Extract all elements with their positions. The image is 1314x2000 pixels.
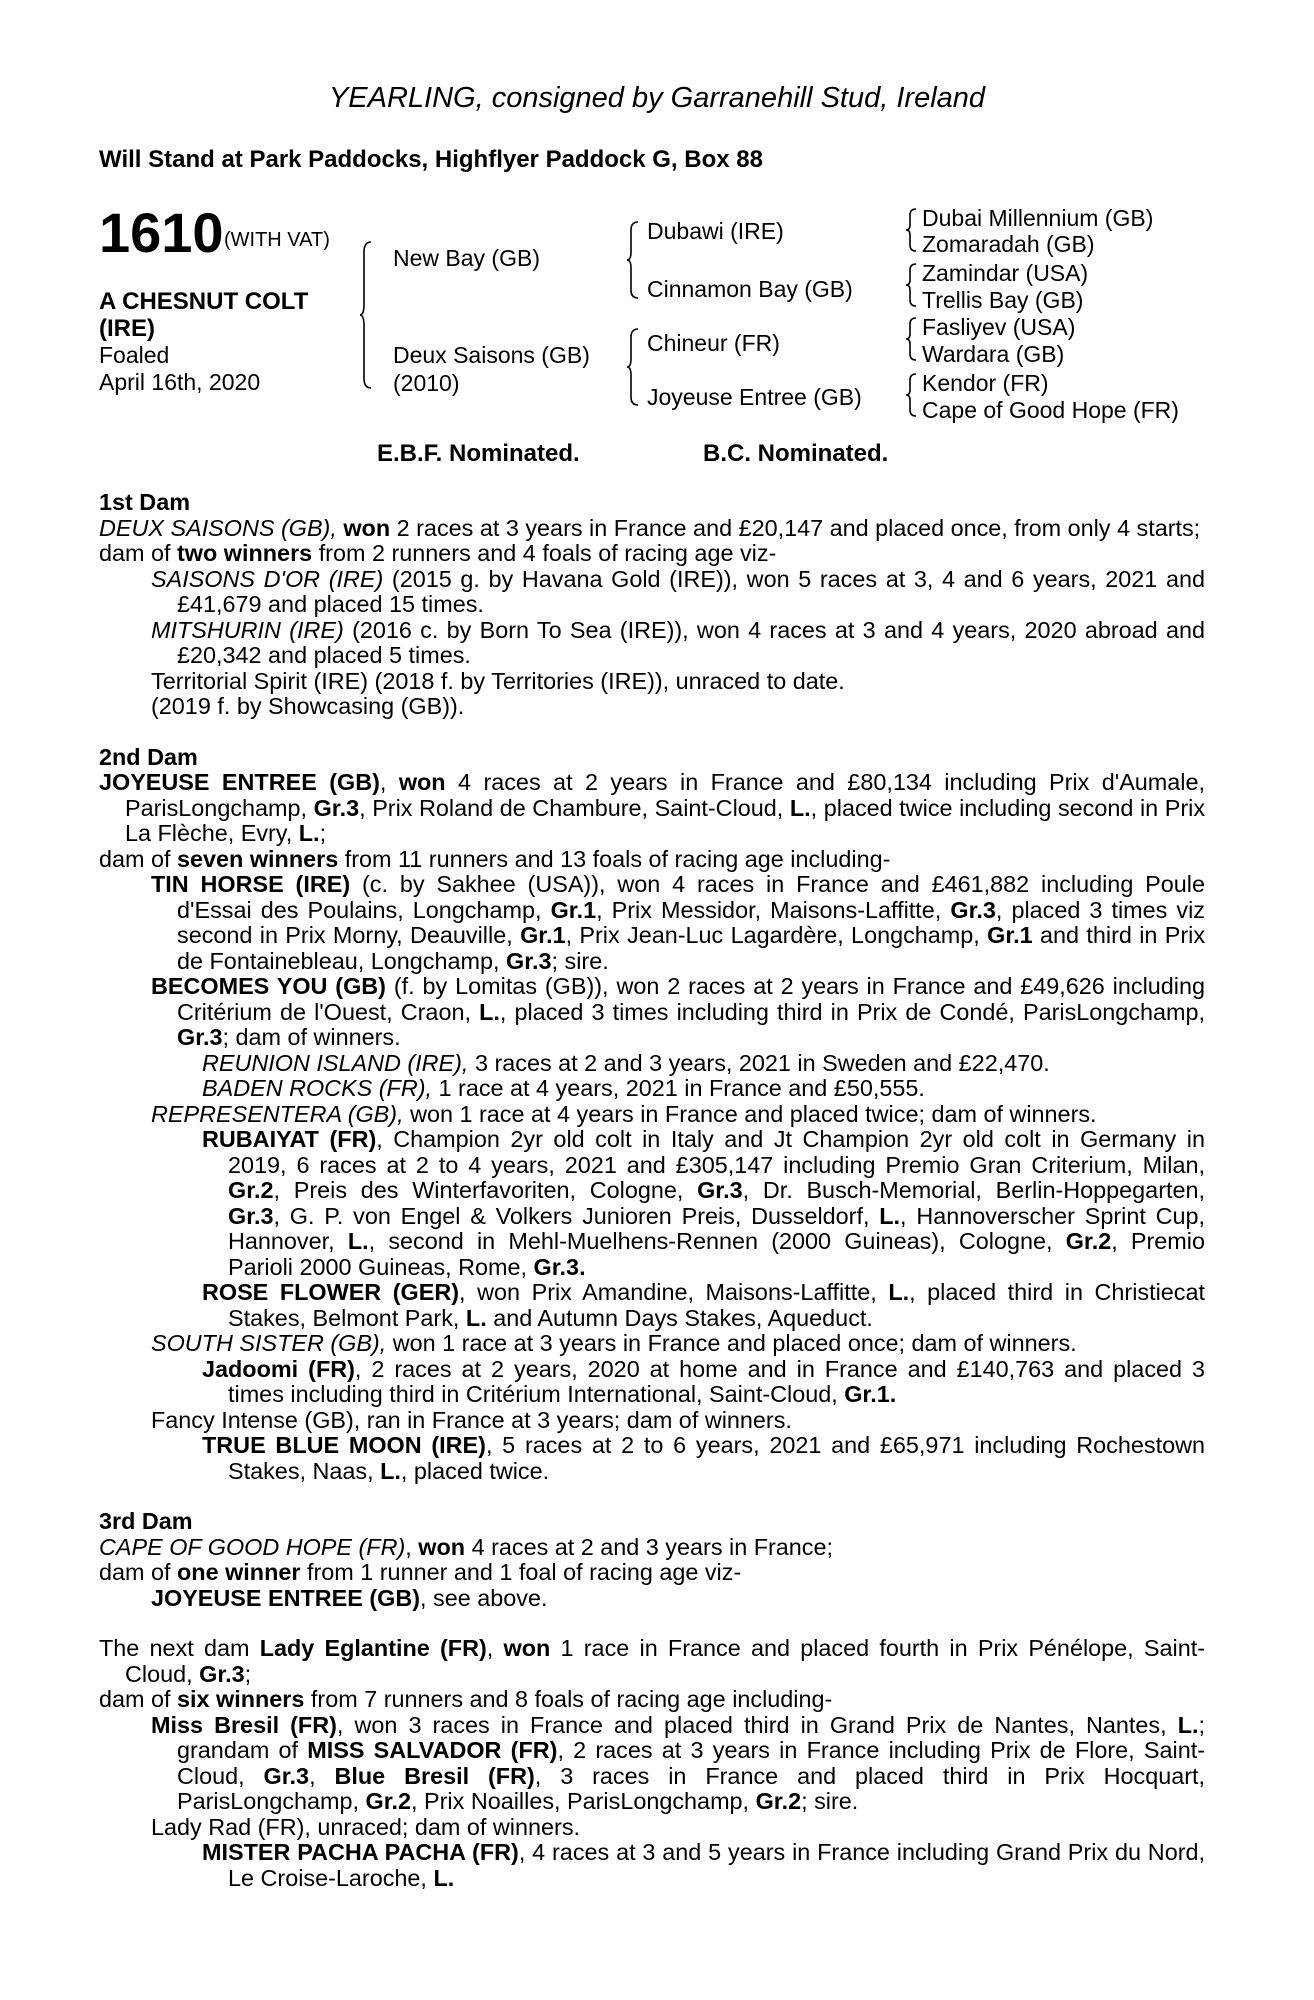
pedigree-g2: Zomaradah (GB)	[922, 231, 1095, 257]
pedigree-sire-dam: Cinnamon Bay (GB)	[647, 276, 853, 302]
produce-becomes-you: BECOMES YOU (GB) (f. by Lomitas (GB)), won 2 races at 2 years in France and £49,626 including Critérium de l'Ouest, Craon, L., placed 3 times including third in Prix de Condé, ParisLongchamp, Gr.3; dam of winners.	[151, 973, 1206, 1050]
first-dam-heading: 1st Dam	[99, 489, 191, 515]
second-dam-heading: 2nd Dam	[99, 743, 198, 770]
vat-note: (WITH VAT)	[224, 229, 330, 251]
pedigree-bracket-g4	[906, 372, 918, 418]
bc-nomination: B.C. Nominated.	[703, 440, 889, 467]
lot-origin: (IRE)	[99, 315, 155, 342]
produce-tin-horse: TIN HORSE (IRE) (c. by Sakhee (USA)), won 4 races in France and £461,882 including Poule d'Essai des Poulains, Longchamp, Gr.1, Prix Messidor, Maisons-Laffitte, Gr.3, placed 3 times viz second in Prix Morny, Deauville, Gr.1, Prix Jean-Luc Lagardère, Longchamp, Gr.1 and third in Prix de Fontainebleau, Longchamp, Gr.3; sire.	[151, 871, 1206, 974]
stand-location: Will Stand at Park Paddocks, Highflyer Paddock G, Box 88	[99, 146, 763, 173]
produce-baden-rocks: BADEN ROCKS (FR), 1 race at 4 years, 2021 in France and £50,555.	[202, 1075, 925, 1101]
lot-sex-colour: A CHESNUT COLT	[99, 288, 309, 315]
third-dam-produce: dam of one winner from 1 runner and 1 foal of racing age viz-	[99, 1559, 742, 1585]
pedigree-g3: Zamindar (USA)	[922, 260, 1089, 286]
produce-saisons-dor: SAISONS D'OR (IRE) (2015 g. by Havana Gold (IRE)), won 5 races at 3, 4 and 6 years, 2021 and £41,679 and placed 15 times.	[151, 565, 1205, 617]
pedigree-g8: Cape of Good Hope (FR)	[922, 397, 1179, 423]
pedigree-bracket-sire	[627, 220, 641, 300]
produce-true-blue-moon: TRUE BLUE MOON (IRE), 5 races at 2 to 6 years, 2021 and £65,971 including Rochestown Stakes, Naas, L., placed twice.	[202, 1432, 1206, 1484]
produce-jadoomi: Jadoomi (FR), 2 races at 2 years, 2020 at home and in France and £140,763 and placed 3 times including third in Critérium International, Saint-Cloud, Gr.1.	[202, 1355, 1206, 1407]
produce-joyeuse-entree: JOYEUSE ENTREE (GB), see above.	[151, 1584, 548, 1611]
produce-territorial-spirit: Territorial Spirit (IRE) (2018 f. by Territories (IRE)), unraced to date.	[151, 667, 845, 694]
second-dam-produce: dam of seven winners from 11 runners and 13 foals of racing age including-	[99, 845, 891, 872]
ebf-nomination: E.B.F. Nominated.	[377, 440, 580, 467]
pedigree-dam: Deux Saisons (GB)	[393, 342, 590, 368]
pedigree-g1: Dubai Millennium (GB)	[922, 205, 1154, 231]
first-dam-record: DEUX SAISONS (GB), won 2 races at 3 years in France and £20,147 and placed once, from only 4 starts;	[99, 514, 1201, 541]
pedigree-g5: Fasliyev (USA)	[922, 314, 1076, 340]
pedigree-bracket-g3	[906, 316, 918, 362]
produce-2019-filly: (2019 f. by Showcasing (GB)).	[151, 693, 465, 719]
produce-south-sister: SOUTH SISTER (GB), won 1 race at 3 years in France and placed once; dam of winners.	[151, 1330, 1077, 1356]
produce-mitshurin: MITSHURIN (IRE) (2016 c. by Born To Sea (IRE)), won 4 races at 3 and 4 years, 2020 abroad and £20,342 and placed 5 times.	[151, 616, 1205, 668]
produce-fancy-intense: Fancy Intense (GB), ran in France at 3 years; dam of winners.	[151, 1406, 792, 1433]
next-dam-produce: dam of six winners from 7 runners and 8 foals of racing age including-	[99, 1686, 833, 1712]
pedigree-g6: Wardara (GB)	[922, 341, 1065, 367]
produce-mister-pacha-pacha: MISTER PACHA PACHA (FR), 4 races at 3 and 5 years in France including Grand Prix du Nord, Le Croise-Laroche, L.	[202, 1839, 1206, 1891]
consignment-line: YEARLING, consigned by Garranehill Stud, Ireland	[328, 82, 986, 114]
pedigree-bracket-main	[360, 240, 374, 390]
produce-rubaiyat: RUBAIYAT (FR), Champion 2yr old colt in Italy and Jt Champion 2yr old colt in Germany in 2019, 6 races at 2 to 4 years, 2021 and £305,147 including Premio Gran Criterium, Milan, Gr.2, Preis des Winterfavoriten, Cologne, Gr.3, Dr. Busch-Memorial, Berlin-Hoppegarten, Gr.3, G. P. von Engel & Volkers Junioren Preis, Dusseldorf, L., Hannoverscher Sprint Cup, Hannover, L., second in Mehl-Muelhens-Rennen (2000 Guineas), Cologne, Gr.2, Premio Parioli 2000 Guineas, Rome, Gr.3.	[202, 1126, 1206, 1280]
pedigree-g4: Trellis Bay (GB)	[922, 287, 1084, 313]
foaled-label: Foaled	[99, 342, 170, 368]
pedigree-bracket-g1	[906, 207, 918, 253]
produce-representera: REPRESENTERA (GB), won 1 race at 4 years in France and placed twice; dam of winners.	[151, 1100, 1097, 1127]
won-word: won	[343, 514, 391, 541]
produce-reunion-island: REUNION ISLAND (IRE), 3 races at 2 and 3 years, 2021 in Sweden and £22,470.	[202, 1049, 1050, 1076]
next-dam-record: The next dam Lady Eglantine (FR), won 1 race in France and placed fourth in Prix Pénélope, Saint-Cloud, Gr.3;	[99, 1635, 1206, 1687]
winners-count: two winners	[177, 540, 313, 566]
pedigree-dam-sire: Chineur (FR)	[647, 330, 780, 356]
foaled-date: April 16th, 2020	[99, 369, 261, 395]
second-dam-record: JOYEUSE ENTREE (GB), won 4 races at 2 years in France and £80,134 including Prix d'Aumale, ParisLongchamp, Gr.3, Prix Roland de Chambure, Saint-Cloud, L., placed twice including second in Prix La Flèche, Evry, L.;	[99, 769, 1206, 846]
first-dam-name: DEUX SAISONS (GB),	[99, 514, 337, 541]
pedigree-sire-sire: Dubawi (IRE)	[647, 218, 784, 244]
produce-lady-rad: Lady Rad (FR), unraced; dam of winners.	[151, 1813, 581, 1840]
pedigree-dam-dam: Joyeuse Entree (GB)	[647, 384, 862, 410]
third-dam-record: CAPE OF GOOD HOPE (FR), won 4 races at 2 and 3 years in France;	[99, 1533, 834, 1560]
lot-description	[99, 288, 308, 342]
pedigree-g7: Kendor (FR)	[922, 370, 1049, 396]
pedigree-bracket-g2	[906, 262, 918, 308]
lot-number: 1610	[99, 201, 224, 264]
first-dam-produce: dam of two winners from 2 runners and 4 foals of racing age viz-	[99, 540, 777, 566]
produce-record	[99, 490, 1205, 1891]
third-dam-heading: 3rd Dam	[99, 1508, 193, 1534]
produce-miss-bresil: Miss Bresil (FR), won 3 races in France and placed third in Grand Prix de Nantes, Nantes, L.; grandam of MISS SALVADOR (FR), 2 races at 3 years in France including Prix de Flore, Saint-Cloud, Gr.3, Blue Bresil (FR), 3 races in France and placed third in Prix Hocquart, ParisLongchamp, Gr.2, Prix Noailles, ParisLongchamp, Gr.2; sire.	[151, 1711, 1206, 1814]
pedigree-sire: New Bay (GB)	[393, 245, 540, 271]
pedigree-bracket-dam	[627, 327, 641, 407]
foaling-info	[99, 342, 260, 396]
produce-rose-flower: ROSE FLOWER (GER), won Prix Amandine, Maisons-Laffitte, L., placed third in Christiecat Stakes, Belmont Park, L. and Autumn Days Stakes, Aqueduct.	[202, 1279, 1206, 1331]
pedigree-dam-year: (2010)	[393, 370, 460, 396]
